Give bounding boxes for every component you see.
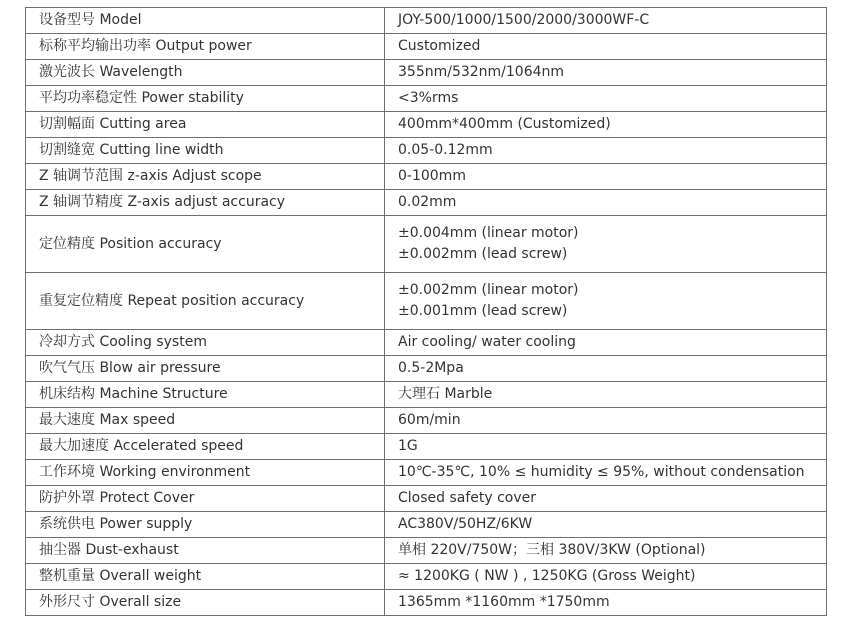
table-row [26,190,827,216]
spec-value-line: 0-100mm [398,168,466,184]
spec-label [26,112,385,138]
spec-value-line: 0.02mm [398,194,457,210]
spec-label-text: 整机重量 Overall weight [39,568,202,584]
spec-label [26,34,385,60]
spec-value [385,190,827,216]
spec-label-text: 激光波长 Wavelength [39,64,183,80]
spec-label-text: 外形尺寸 Overall size [39,594,182,610]
spec-value-line: Customized [398,38,481,54]
spec-label-text: 机床结构 Machine Structure [39,386,228,402]
spec-label-text: 定位精度 Position accuracy [39,235,222,252]
spec-value-line: ±0.002mm (linear motor) [398,282,579,298]
table-row [26,273,827,330]
spec-value [385,86,827,112]
spec-value-line: Air cooling/ water cooling [398,334,576,350]
spec-label-text: Z 轴调节范围 z-axis Adjust scope [39,168,262,184]
spec-label [26,590,385,616]
table-row [26,138,827,164]
spec-value [385,356,827,382]
spec-value-line: 0.05-0.12mm [398,142,493,158]
spec-value [385,382,827,408]
spec-label [26,190,385,216]
table-row [26,330,827,356]
spec-table [25,7,827,616]
table-row [26,60,827,86]
spec-value-line: ±0.001mm (lead screw) [398,303,568,319]
spec-label [26,486,385,512]
table-row [26,486,827,512]
spec-label-text: Z 轴调节精度 Z-axis adjust accuracy [39,194,286,210]
spec-label [26,408,385,434]
spec-label [26,512,385,538]
spec-label-text: 切割幅面 Cutting area [39,116,187,132]
table-row [26,112,827,138]
spec-label [26,434,385,460]
spec-label-text: 切割缝宽 Cutting line width [39,142,224,158]
spec-label [26,216,385,273]
spec-value-line: JOY-500/1000/1500/2000/3000WF-C [398,12,650,28]
spec-value [385,112,827,138]
spec-value-line: 10℃-35℃, 10% ≤ humidity ≤ 95%, without condensation [398,464,805,480]
spec-label [26,164,385,190]
spec-label-text: 抽尘器 Dust-exhaust [39,542,179,558]
table-row [26,356,827,382]
spec-value-line: 单相 220V/750W；三相 380V/3KW (Optional) [398,542,706,558]
spec-value [385,216,827,273]
spec-label [26,8,385,34]
spec-label [26,538,385,564]
table-row [26,538,827,564]
spec-value-line: 60m/min [398,412,461,428]
spec-label [26,86,385,112]
spec-label-text: 工作环境 Working environment [39,464,251,480]
spec-label-text: 标称平均输出功率 Output power [39,38,252,54]
table-row [26,434,827,460]
spec-value [385,460,827,486]
spec-table-body [26,8,827,616]
spec-value-line: 355nm/532nm/1064nm [398,64,565,80]
spec-label-text: 平均功率稳定性 Power stability [39,90,244,106]
spec-value-line: 400mm*400mm (Customized) [398,116,611,132]
spec-label-text: 防护外罩 Protect Cover [39,490,195,506]
table-row [26,164,827,190]
spec-value-line: 0.5-2Mpa [398,360,464,376]
spec-value [385,486,827,512]
table-row [26,382,827,408]
spec-label [26,273,385,330]
spec-label-text: 重复定位精度 Repeat position accuracy [39,292,305,309]
spec-value [385,538,827,564]
spec-value-line: ±0.004mm (linear motor) [398,225,579,241]
spec-value [385,330,827,356]
spec-value-line: ±0.002mm (lead screw) [398,246,568,262]
spec-value [385,8,827,34]
spec-label [26,138,385,164]
table-row [26,216,827,273]
spec-label [26,460,385,486]
spec-value [385,434,827,460]
spec-value [385,408,827,434]
spec-value-line: 大理石 Marble [398,386,493,402]
spec-value-line: <3%rms [398,90,459,106]
spec-value-line: 1365mm *1160mm *1750mm [398,594,610,610]
spec-value [385,273,827,330]
spec-label-text: 设备型号 Model [39,12,142,28]
spec-value [385,138,827,164]
spec-label [26,382,385,408]
spec-label-text: 最大速度 Max speed [39,412,176,428]
table-row [26,512,827,538]
spec-value [385,34,827,60]
spec-label-text: 系统供电 Power supply [39,516,193,532]
table-row [26,8,827,34]
table-row [26,460,827,486]
table-row [26,590,827,616]
table-row [26,408,827,434]
table-row [26,34,827,60]
spec-label-text: 吹气气压 Blow air pressure [39,360,221,376]
spec-value-line: ≈ 1200KG ( NW ) , 1250KG (Gross Weight) [398,568,696,584]
spec-value-line: 1G [398,438,418,454]
spec-value [385,564,827,590]
spec-value [385,590,827,616]
spec-value-line: Closed safety cover [398,490,537,506]
table-row [26,564,827,590]
spec-label-text: 冷却方式 Cooling system [39,334,207,350]
spec-label-text: 最大加速度 Accelerated speed [39,438,244,454]
spec-value-line: AC380V/50HZ/6KW [398,516,533,532]
spec-label [26,356,385,382]
table-row [26,86,827,112]
spec-label [26,564,385,590]
spec-value [385,164,827,190]
spec-value [385,512,827,538]
spec-label [26,60,385,86]
spec-label [26,330,385,356]
spec-value [385,60,827,86]
